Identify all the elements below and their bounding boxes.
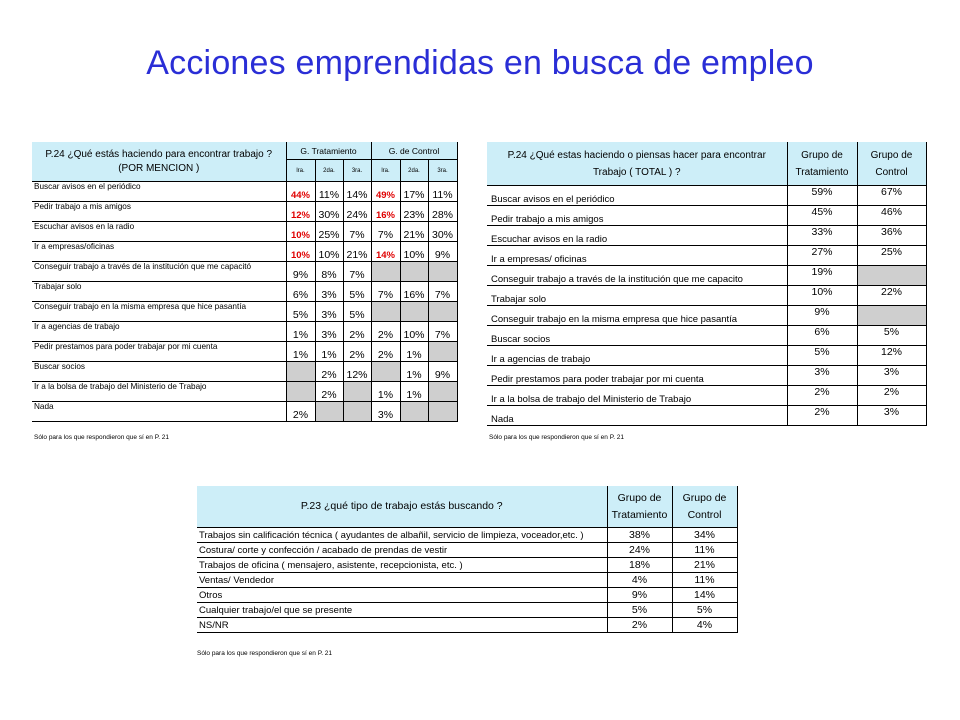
table-row <box>32 322 457 342</box>
value-cell: 3% <box>371 402 400 422</box>
row-label: Escuchar avisos en la radio <box>487 226 787 246</box>
value-cell: 49% <box>371 182 400 202</box>
value-cell-control: 67% <box>857 186 926 206</box>
table2-col-tratamiento <box>787 142 857 186</box>
table3-col-control <box>672 486 737 528</box>
value-cell: 2% <box>343 322 371 342</box>
row-label: Nada <box>487 406 787 426</box>
row-label: Nada <box>32 402 286 422</box>
value-cell-control: 22% <box>857 286 926 306</box>
table1-group-control: G. de Control <box>371 142 457 160</box>
value-cell <box>343 402 371 422</box>
value-cell <box>428 302 457 322</box>
value-cell: 10% <box>400 242 428 262</box>
value-cell: 7% <box>428 322 457 342</box>
table3-col-b-line2: Control <box>687 508 722 521</box>
table3-col-b-line1: Grupo de <box>682 491 727 504</box>
row-label: Buscar socios <box>32 362 286 382</box>
value-cell-tratamiento: 3% <box>787 366 857 386</box>
table-row <box>487 326 926 346</box>
table2-question-line1: P.24 ¿Qué estas haciendo o piensas hacer para encontrar <box>507 149 766 161</box>
table-row <box>487 306 926 326</box>
row-label: Trabajar solo <box>32 282 286 302</box>
value-cell: 10% <box>400 322 428 342</box>
value-cell-tratamiento: 2% <box>787 386 857 406</box>
row-label: Escuchar avisos en la radio <box>32 222 286 242</box>
value-cell: 25% <box>315 222 343 242</box>
table-row <box>32 202 457 222</box>
row-label: Cualquier trabajo/el que se presente <box>197 603 607 618</box>
value-cell: 9% <box>428 242 457 262</box>
table-row <box>197 573 737 588</box>
table-row <box>487 266 926 286</box>
value-cell <box>371 302 400 322</box>
value-cell-tratamiento: 6% <box>787 326 857 346</box>
value-cell: 17% <box>400 182 428 202</box>
value-cell: 12% <box>343 362 371 382</box>
row-label: Ir a empresas/ oficinas <box>487 246 787 266</box>
value-cell-control: 3% <box>857 406 926 426</box>
value-cell <box>400 262 428 282</box>
table3-col-tratamiento <box>607 486 672 528</box>
table3-question: P.23 ¿qué tipo de trabajo estás buscando ? <box>197 486 607 528</box>
value-cell: 10% <box>286 242 315 262</box>
table-mentions <box>32 142 458 422</box>
value-cell-control: 11% <box>672 573 737 588</box>
table-row <box>197 603 737 618</box>
value-cell <box>343 382 371 402</box>
value-cell: 1% <box>400 362 428 382</box>
value-cell: 10% <box>286 222 315 242</box>
table-row <box>32 362 457 382</box>
value-cell: 1% <box>315 342 343 362</box>
table-row <box>487 366 926 386</box>
table-job-type <box>197 486 738 633</box>
value-cell-tratamiento: 38% <box>607 528 672 543</box>
table1-footnote: Sólo para los que respondieron que sí en P. 21 <box>34 434 170 441</box>
table-row <box>32 222 457 242</box>
value-cell-tratamiento: 4% <box>607 573 672 588</box>
table1-subheader: 3ra. <box>428 160 457 182</box>
value-cell-control: 4% <box>672 618 737 633</box>
table-row <box>32 382 457 402</box>
table2-col-b-line2: Control <box>875 166 908 178</box>
table-row <box>32 182 457 202</box>
table-row <box>197 543 737 558</box>
table1-subheader: 2da. <box>400 160 428 182</box>
table-row <box>487 386 926 406</box>
value-cell <box>428 262 457 282</box>
value-cell-control <box>857 306 926 326</box>
row-label: Ventas/ Vendedor <box>197 573 607 588</box>
value-cell <box>315 402 343 422</box>
value-cell: 30% <box>315 202 343 222</box>
value-cell-tratamiento: 2% <box>607 618 672 633</box>
value-cell-tratamiento: 9% <box>787 306 857 326</box>
value-cell-control: 36% <box>857 226 926 246</box>
value-cell <box>400 302 428 322</box>
table-total <box>487 142 927 426</box>
table2-col-a-line2: Tratamiento <box>795 166 849 178</box>
value-cell-tratamiento: 19% <box>787 266 857 286</box>
row-label: Trabajos de oficina ( mensajero, asistente, recepcionista, etc. ) <box>197 558 607 573</box>
value-cell <box>371 362 400 382</box>
value-cell: 6% <box>286 282 315 302</box>
row-label: Pedir prestamos para poder trabajar por mi cuenta <box>32 342 286 362</box>
row-label: Buscar avisos en el periódico <box>487 186 787 206</box>
value-cell: 2% <box>286 402 315 422</box>
row-label: Ir a agencias de trabajo <box>32 322 286 342</box>
table1-question-line1: P.24 ¿Qué estás haciendo para encontrar trabajo ? <box>45 148 273 160</box>
table-row <box>32 342 457 362</box>
table-row <box>487 246 926 266</box>
row-label: Conseguir trabajo en la misma empresa que hice pasantía <box>32 302 286 322</box>
value-cell: 1% <box>400 382 428 402</box>
value-cell-control: 5% <box>672 603 737 618</box>
value-cell: 7% <box>428 282 457 302</box>
value-cell-control: 11% <box>672 543 737 558</box>
value-cell: 11% <box>315 182 343 202</box>
value-cell: 8% <box>315 262 343 282</box>
table-row <box>197 618 737 633</box>
row-label: Conseguir trabajo a través de la institución que me capacitó <box>32 262 286 282</box>
row-label: Pedir prestamos para poder trabajar por mi cuenta <box>487 366 787 386</box>
value-cell: 44% <box>286 182 315 202</box>
table2-question <box>487 142 787 186</box>
value-cell-tratamiento: 24% <box>607 543 672 558</box>
value-cell: 14% <box>343 182 371 202</box>
row-label: Conseguir trabajo en la misma empresa que hice pasantía <box>487 306 787 326</box>
table-row <box>197 528 737 543</box>
value-cell: 9% <box>286 262 315 282</box>
value-cell <box>428 342 457 362</box>
table2-col-b-line1: Grupo de <box>870 149 913 161</box>
table-row <box>487 406 926 426</box>
table3-footnote: Sólo para los que respondieron que sí en P. 21 <box>197 650 333 657</box>
table1-group-tratamiento: G. Tratamiento <box>286 142 371 160</box>
value-cell: 5% <box>343 302 371 322</box>
table1-subheader: lra. <box>286 160 315 182</box>
value-cell-control: 5% <box>857 326 926 346</box>
table2-col-control <box>857 142 926 186</box>
value-cell <box>428 382 457 402</box>
table1-question <box>32 142 286 182</box>
table-row <box>32 262 457 282</box>
value-cell: 7% <box>371 282 400 302</box>
value-cell-tratamiento: 10% <box>787 286 857 306</box>
value-cell-control: 34% <box>672 528 737 543</box>
value-cell-tratamiento: 5% <box>787 346 857 366</box>
row-label: Pedir trabajo a mis amigos <box>32 202 286 222</box>
value-cell-control <box>857 266 926 286</box>
table-row <box>487 206 926 226</box>
table1-subheader: 3ra. <box>343 160 371 182</box>
value-cell: 7% <box>343 262 371 282</box>
table1-question-line2: (POR MENCION ) <box>118 162 200 174</box>
table1-subheader: lra. <box>371 160 400 182</box>
table-row <box>487 186 926 206</box>
value-cell <box>400 402 428 422</box>
value-cell-tratamiento: 9% <box>607 588 672 603</box>
value-cell-control: 21% <box>672 558 737 573</box>
value-cell: 30% <box>428 222 457 242</box>
row-label: Otros <box>197 588 607 603</box>
value-cell: 28% <box>428 202 457 222</box>
value-cell: 11% <box>428 182 457 202</box>
table-row <box>197 558 737 573</box>
row-label: Ir a agencias de trabajo <box>487 346 787 366</box>
value-cell-control: 12% <box>857 346 926 366</box>
row-label: Ir a la bolsa de trabajo del Ministerio de Trabajo <box>32 382 286 402</box>
table-row <box>32 402 457 422</box>
value-cell: 7% <box>371 222 400 242</box>
value-cell: 2% <box>343 342 371 362</box>
value-cell: 24% <box>343 202 371 222</box>
value-cell-tratamiento: 5% <box>607 603 672 618</box>
value-cell: 1% <box>286 322 315 342</box>
row-label: Buscar avisos en el periódico <box>32 182 286 202</box>
table3-col-a-line2: Tratamiento <box>611 508 668 521</box>
value-cell: 2% <box>315 362 343 382</box>
value-cell: 9% <box>428 362 457 382</box>
value-cell: 12% <box>286 202 315 222</box>
table-row <box>487 286 926 306</box>
table-row <box>197 588 737 603</box>
value-cell: 16% <box>400 282 428 302</box>
value-cell: 21% <box>400 222 428 242</box>
value-cell: 2% <box>371 342 400 362</box>
table2-footnote: Sólo para los que respondieron que sí en P. 21 <box>489 434 625 441</box>
table-row <box>487 226 926 246</box>
table-row <box>32 302 457 322</box>
value-cell: 7% <box>343 222 371 242</box>
row-label: Conseguir trabajo a través de la institución que me capacito <box>487 266 787 286</box>
table-row <box>32 282 457 302</box>
row-label: Costura/ corte y confección / acabado de prendas de vestir <box>197 543 607 558</box>
row-label: Trabajar solo <box>487 286 787 306</box>
value-cell: 1% <box>371 382 400 402</box>
value-cell: 5% <box>286 302 315 322</box>
value-cell-tratamiento: 59% <box>787 186 857 206</box>
row-label: Buscar socios <box>487 326 787 346</box>
value-cell: 10% <box>315 242 343 262</box>
value-cell-control: 14% <box>672 588 737 603</box>
value-cell <box>371 262 400 282</box>
value-cell-tratamiento: 18% <box>607 558 672 573</box>
value-cell <box>286 382 315 402</box>
table-row <box>487 346 926 366</box>
value-cell-tratamiento: 33% <box>787 226 857 246</box>
table1-subheader: 2da. <box>315 160 343 182</box>
value-cell-control: 25% <box>857 246 926 266</box>
value-cell: 3% <box>315 302 343 322</box>
table2-question-line2: Trabajo ( TOTAL ) ? <box>592 166 681 178</box>
row-label: Ir a la bolsa de trabajo del Ministerio de Trabajo <box>487 386 787 406</box>
value-cell: 2% <box>315 382 343 402</box>
value-cell-tratamiento: 27% <box>787 246 857 266</box>
table-row <box>32 242 457 262</box>
table3-col-a-line1: Grupo de <box>617 491 662 504</box>
row-label: Trabajos sin calificación técnica ( ayudantes de albañil, servicio de limpieza, voceador,etc. ) <box>197 528 607 543</box>
row-label: Ir a empresas/oficinas <box>32 242 286 262</box>
row-label: Pedir trabajo a mis amigos <box>487 206 787 226</box>
value-cell: 5% <box>343 282 371 302</box>
value-cell-control: 46% <box>857 206 926 226</box>
value-cell: 23% <box>400 202 428 222</box>
value-cell: 16% <box>371 202 400 222</box>
value-cell: 2% <box>371 322 400 342</box>
value-cell: 14% <box>371 242 400 262</box>
row-label: NS/NR <box>197 618 607 633</box>
value-cell: 1% <box>400 342 428 362</box>
value-cell: 3% <box>315 282 343 302</box>
value-cell: 1% <box>286 342 315 362</box>
value-cell <box>428 402 457 422</box>
value-cell <box>286 362 315 382</box>
value-cell-control: 2% <box>857 386 926 406</box>
value-cell-control: 3% <box>857 366 926 386</box>
value-cell: 3% <box>315 322 343 342</box>
page-title: Acciones emprendidas en busca de empleo <box>146 44 814 82</box>
value-cell: 21% <box>343 242 371 262</box>
table2-col-a-line1: Grupo de <box>801 149 843 161</box>
value-cell-tratamiento: 45% <box>787 206 857 226</box>
value-cell-tratamiento: 2% <box>787 406 857 426</box>
